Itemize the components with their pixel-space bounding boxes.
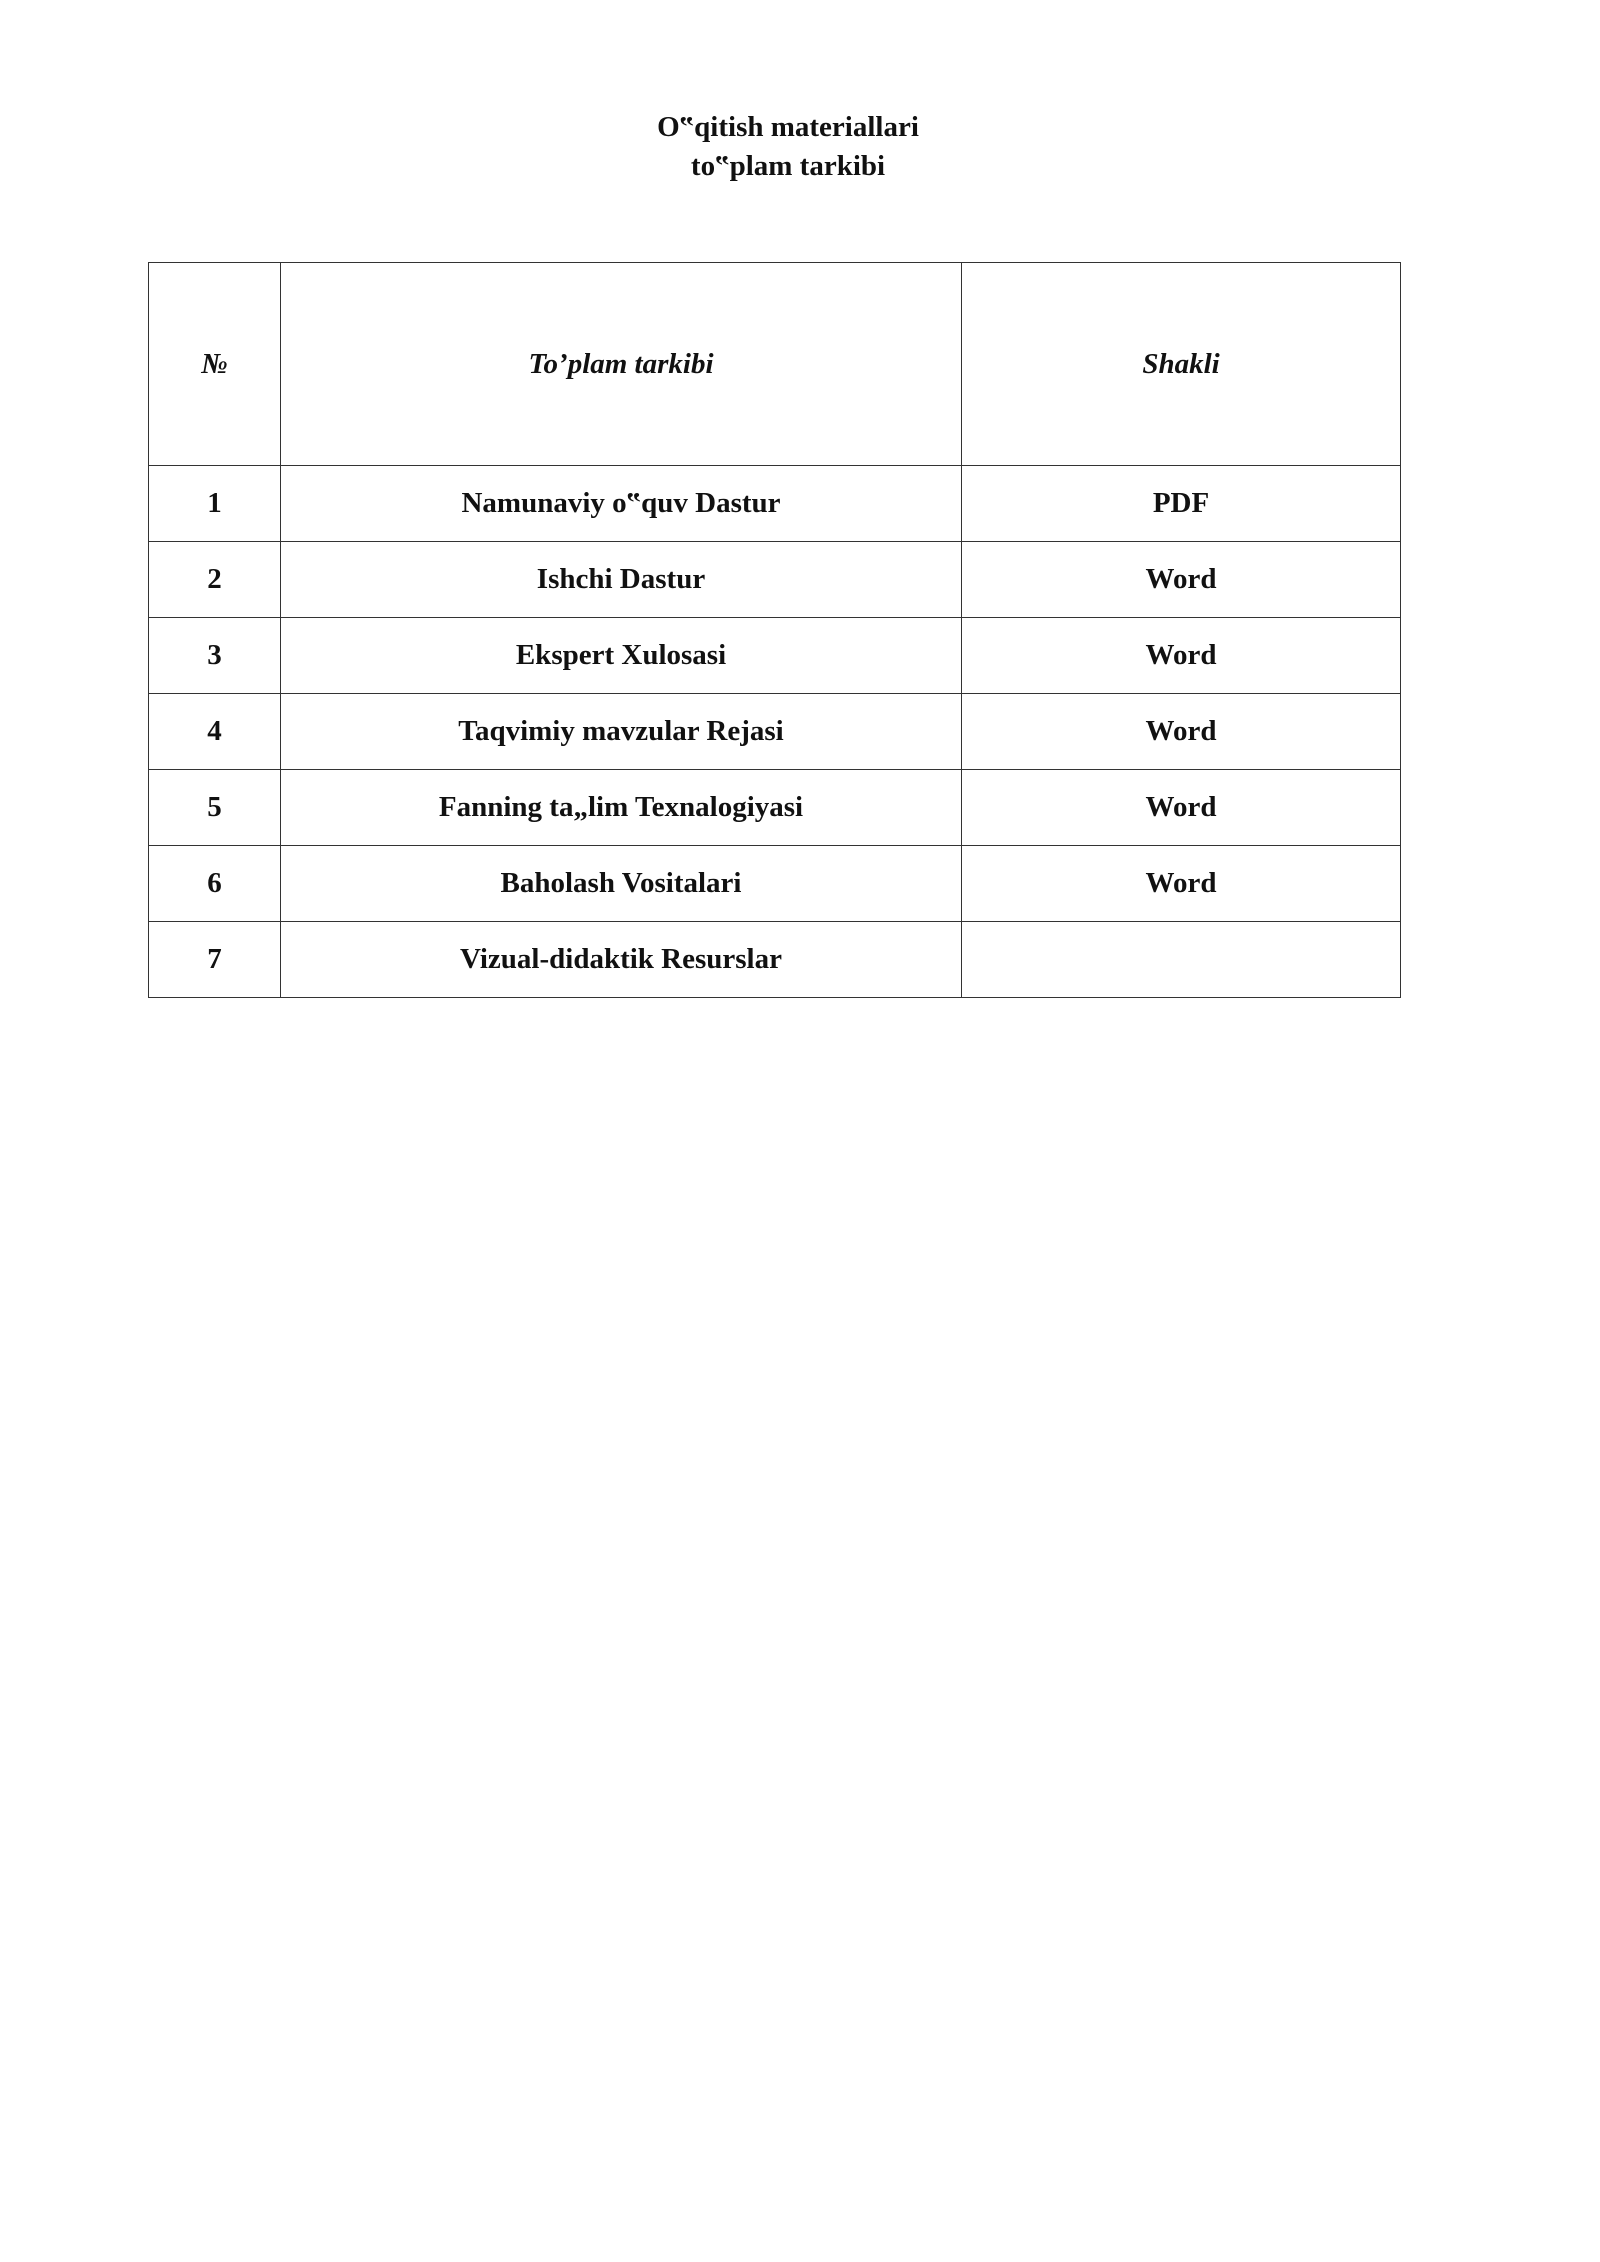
row-name: Taqvimiy mavzular Rejasi xyxy=(281,694,962,770)
table-row xyxy=(149,770,1401,846)
row-number: 2 xyxy=(149,542,281,618)
table-row xyxy=(149,466,1401,542)
row-format: Word xyxy=(962,542,1401,618)
row-number: 6 xyxy=(149,846,281,922)
row-name: Fanning ta„lim Texnalogiyasi xyxy=(281,770,962,846)
header-format: Shakli xyxy=(962,263,1401,466)
row-format: PDF xyxy=(962,466,1401,542)
row-name: Ishchi Dastur xyxy=(281,542,962,618)
row-name: Baholash Vositalari xyxy=(281,846,962,922)
row-format: Word xyxy=(962,846,1401,922)
title-line-2: to‟plam tarkibi xyxy=(690,150,886,182)
table-row xyxy=(149,922,1401,998)
row-number: 1 xyxy=(149,466,281,542)
row-format: Word xyxy=(962,694,1401,770)
table-row xyxy=(149,694,1401,770)
table-row xyxy=(149,618,1401,694)
table-header-row xyxy=(149,263,1401,466)
document-title xyxy=(0,108,1576,186)
header-number: № xyxy=(149,263,281,466)
row-name: Namunaviy o‟quv Dastur xyxy=(281,466,962,542)
row-number: 5 xyxy=(149,770,281,846)
row-number: 7 xyxy=(149,922,281,998)
row-number: 3 xyxy=(149,618,281,694)
table-row xyxy=(149,846,1401,922)
row-number: 4 xyxy=(149,694,281,770)
row-name: Vizual-didaktik Resurslar xyxy=(281,922,962,998)
row-format xyxy=(962,922,1401,998)
row-format: Word xyxy=(962,618,1401,694)
contents-table xyxy=(148,262,1401,998)
row-name: Ekspert Xulosasi xyxy=(281,618,962,694)
header-contents: To’plam tarkibi xyxy=(281,263,962,466)
table-row xyxy=(149,542,1401,618)
row-format: Word xyxy=(962,770,1401,846)
title-line-1: O‟qitish materiallari xyxy=(657,111,919,143)
